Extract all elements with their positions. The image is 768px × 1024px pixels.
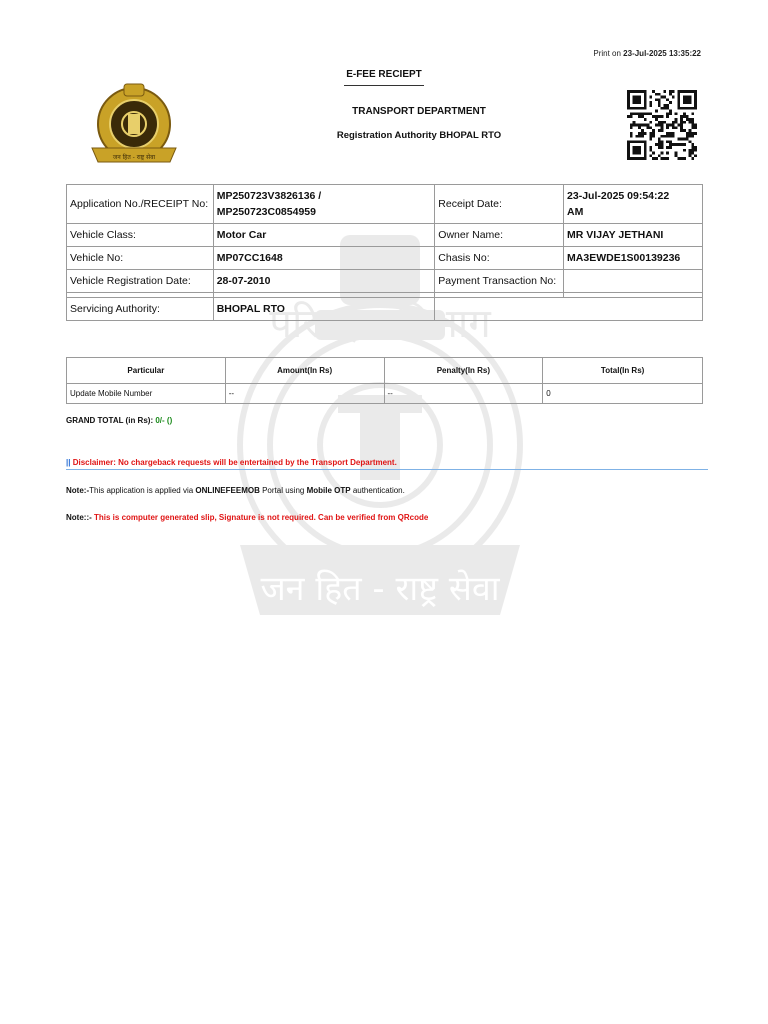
fee-total: 0 [543,384,703,404]
fee-amount: -- [225,384,384,404]
column-header: Particular [67,358,226,384]
grand-total-label: GRAND TOTAL (in Rs): [66,416,154,425]
chasis-value: MA3EWDE1S00139236 [564,247,703,270]
receipt-date-label: Receipt Date: [435,185,564,224]
fee-header-row [67,358,703,384]
print-datetime: 23-Jul-2025 13:35:22 [623,49,701,58]
application-no: MP250723V3826136 / [216,190,322,202]
grand-total-value: 0/- () [155,416,173,425]
payment-txn-value [564,270,703,293]
vehicle-class-value: Motor Car [213,224,435,247]
grand-total [66,416,172,425]
receipt-title: E-FEE RECIEPT [344,69,424,86]
table-row [67,270,703,293]
table-row [67,224,703,247]
note-portal: ONLINEFEEMOB [195,486,260,495]
disclaimer-text: Disclaimer: No chargeback requests will be entertained by the Transport Department. [72,458,397,467]
disclaimer [66,458,397,467]
reg-date-value: 28-07-2010 [213,270,435,293]
note-application-method [66,486,405,495]
watermark-motto: जन हित - राष्ट्र सेवा [260,569,500,609]
note-text: authentication. [352,486,405,495]
print-prefix: Print on [593,49,621,58]
receipt-time-suffix: AM [567,206,584,218]
column-header: Total(In Rs) [543,358,703,384]
table-row [67,298,703,321]
application-value [213,185,435,224]
receipt-date-value [564,185,703,224]
divider [66,469,708,470]
chasis-label: Chasis No: [435,247,564,270]
payment-txn-label: Payment Transaction No: [435,270,564,293]
department-name: TRANSPORT DEPARTMENT [352,106,486,117]
note-label: Note::- [66,513,92,522]
note-text: Portal using [262,486,305,495]
note-label: Note:- [66,486,90,495]
logo-motto: जन हित - राष्ट्र सेवा [112,154,156,161]
receipt-no: MP250723C0854959 [216,206,316,218]
fee-particular: Update Mobile Number [67,384,226,404]
note-method: Mobile OTP [306,486,351,495]
note-text: This is computer generated slip, Signature is not required. Can be verified from QRcode [94,513,429,522]
empty-cell [435,298,703,321]
vehicle-class-label: Vehicle Class: [67,224,214,247]
department-logo [88,80,180,168]
watermark-text: परिवहन विभाग [269,301,491,347]
note-computer-generated [66,513,428,522]
qr-code[interactable] [627,89,697,161]
column-header: Penalty(In Rs) [384,358,543,384]
note-text: This application is applied via [89,486,194,495]
fee-penalty: -- [384,384,543,404]
vehicle-no-label: Vehicle No: [67,247,214,270]
table-row [67,247,703,270]
reg-date-label: Vehicle Registration Date: [67,270,214,293]
receipt-date: 23-Jul-2025 09:54:22 [567,190,670,202]
table-row [67,185,703,224]
fee-table [66,357,703,404]
table-row [67,384,703,404]
vehicle-no-value: MP07CC1648 [213,247,435,270]
servicing-label: Servicing Authority: [67,298,214,321]
registration-authority: Registration Authority BHOPAL RTO [336,130,502,141]
print-timestamp [593,49,701,58]
owner-name-value: MR VIJAY JETHANI [564,224,703,247]
vehicle-info-table [66,184,703,321]
disclaimer-marker: || [66,458,71,467]
column-header: Amount(In Rs) [225,358,384,384]
owner-name-label: Owner Name: [435,224,564,247]
servicing-value: BHOPAL RTO [213,298,435,321]
application-label: Application No./RECEIPT No: [67,185,214,224]
